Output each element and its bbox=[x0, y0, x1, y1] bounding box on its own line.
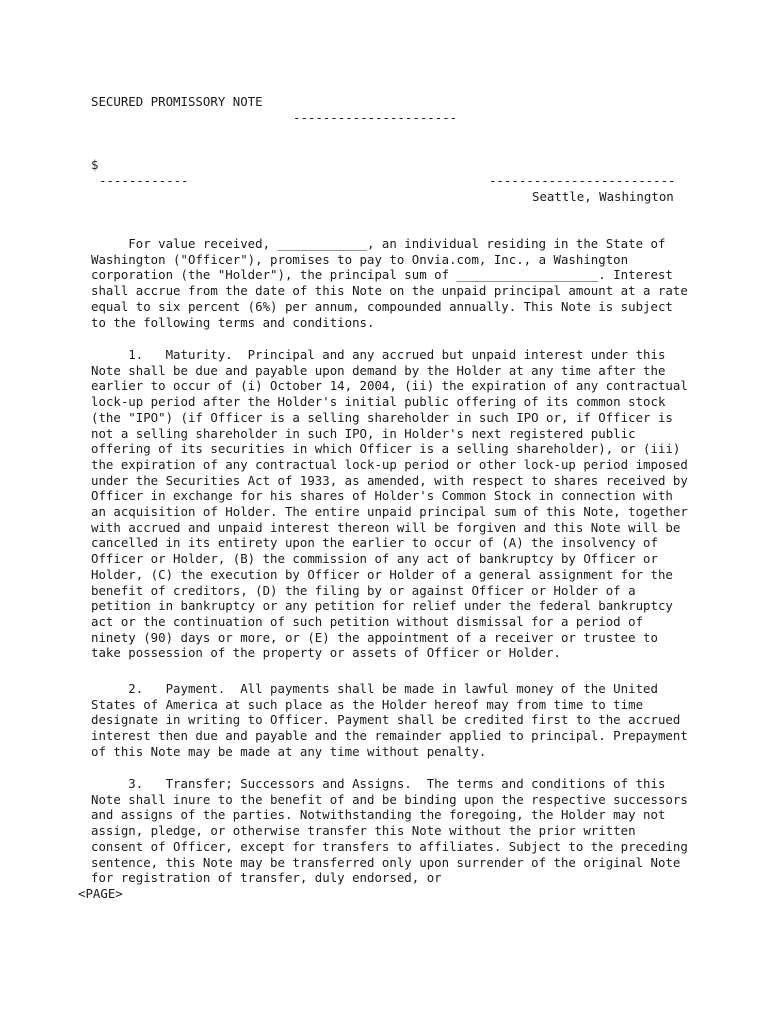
amount-underline: ------------ bbox=[99, 173, 189, 188]
location-text: Seattle, Washington bbox=[532, 189, 674, 204]
amount-symbol: $ bbox=[91, 157, 99, 172]
section-maturity: 1. Maturity. Principal and any accrued but unpaid interest under this Note shall be due and payable upon demand by the Holder at any time after the earlier to occur of (i) October 14, 2004, (ii) the expiration of any contractual lock-up period after the Holder's initial public offering of its common stock (the "IPO") (if Officer is a selling shareholder in such IPO or, if Officer is not a selling shareholder in such IPO, in Holder's next registered public offering of its securities in which Officer is a selling shareholder), or (iii) the expiration of any contractual lock-up period or other lock-up period imposed under the Securities Act of 1933, as amended, with respect to shares received by Officer in exchange for his shares of Holder's Common Stock in connection with an acquisition of Holder. The entire unpaid principal sum of this Note, together with accrued and unpaid interest thereon will be forgiven and this Note will be cancelled in its entirety upon the earlier to occur of (A) the insolvency of Officer or Holder, (B) the commission of any act of bankruptcy by Officer or Holder, (C) the execution by Officer or Holder of a general assignment for the benefit of creditors, (D) the filing by or against Officer or Holder of a petition in bankruptcy or any petition for relief under the federal bankruptcy act or the continuation of such petition without dismissal for a period of ninety (90) days or more, or (E) the appointment of a receiver or trustee to take possession of the property or assets of Officer or Holder. bbox=[91, 347, 688, 661]
section-transfer: 3. Transfer; Successors and Assigns. The terms and conditions of this Note shall inure to the benefit of and be binding upon the respective successors and assigns of the parties. Notwithstanding the foregoing, the Holder may not assign, pledge, or otherwise transfer this Note without the prior written consent of Officer, except for transfers to affiliates. Subject to the preceding sentence, this Note may be transferred only upon surrender of the original Note for registration of transfer, duly endorsed, or bbox=[91, 776, 688, 886]
document-title: SECURED PROMISSORY NOTE bbox=[91, 94, 263, 109]
page-marker: <PAGE> bbox=[78, 886, 123, 901]
section-payment: 2. Payment. All payments shall be made in lawful money of the United States of America at such place as the Holder hereof may from time to time designate in writing to Officer. Payment shall be credited first to the accrued interest then due and payable and the remainder applied to principal. Prepayment of this Note may be made at any time without penalty. bbox=[91, 681, 688, 759]
title-underline: ---------------------- bbox=[293, 110, 458, 125]
location-underline: ------------------------- bbox=[489, 173, 676, 188]
intro-paragraph: For value received, ____________, an individual residing in the State of Washington ("Officer"), promises to pay to Onvia.com, Inc., a Washington corporation (the "Holder"), the principal sum of ___________________. Interest shall accrue from the date of this Note on the unpaid principal amount at a rate equal to six percent (6%) per annum, compounded annually. This Note is subject to the following terms and conditions. bbox=[91, 236, 688, 330]
